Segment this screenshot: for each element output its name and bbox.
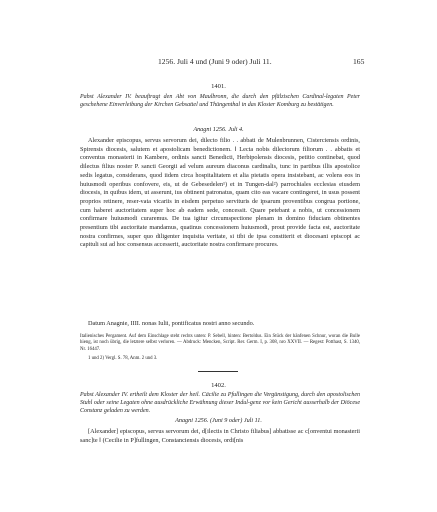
document-text-1402: [Alexander] episcopus, servus servorum dei, d[ilectis in Christo filiabus] abbatisse ac c[onventui monasterii sanc]te ‖ (Cecilie in P]fullingen, Constanciensis diocesis, ordi[nis <box>80 428 360 444</box>
page-number: 165 <box>353 57 365 66</box>
section-divider <box>198 371 238 372</box>
footnotes-1401: 1 und 2) Vergl. S. 78, Anm. 2 und 3. <box>88 356 158 361</box>
document-text-1401: Alexander episcopus, servus servorum dei, dilecto filio . . abbati de Mulenbrunnen, Cisterciensis ordinis, Spirensis diocesis, salutem et apostolicam benedictionem. ‖ Lecta nobis dilectorum filiorum . . abbatis et conventus monasterii in Kambere, ordinis sancti Benedicti, Herbipolensis diocesis, petitio continebat, quod dilectus filius noster P. sancti Georgii ad velum aureum diaconus cardinalis, tunc in partibus illis apostolice sedis legatus, considerans, quod iidem circa hospitalitatem et alia pietatis opera insistebant, ac volens eos in huiusmodi operibus confovere, eis, ut de Gebesedelen¹) et in Tungen-dal²) parrochiales ecclesias eiusdem diocesis, in quibus idem, ut asserunt, ius obtinent patronatus, quam cito eas vacare contingeret, in usus possent proprios retinere, reser-vata vicariis in eisdem perpetuo servituris de ipsarum proventibus congrua portione, cum haberet auctoritatem super hoc ab eadem sede, concessit. Quare petebant a nobis, ut concessionem confirmare huiusmodi curaremus. De tua igitur circumspectione plenam in domino fiduciam obtinentes presentium tibi auctoritate mandamus, quatinus concessionem huiusmodi, prout provide facta est, auctoritate nostra confirmes, super quo diligenter inquisita veritate, si tibi de ipsa constiterit et diocesani episcopi ac capituli sui ad hoc consensus accesserit, auctoritate nostra confirmare procures. <box>80 137 360 249</box>
document-date-1402: Anagni 1256. (Juni 9 oder) Juli 11. <box>175 417 262 424</box>
document-date-1401: Anagni 1256. Juli 4. <box>193 126 244 133</box>
document-number-1401: 1401. <box>211 83 226 90</box>
document-summary-1402: Pabst Alexander IV. ertheilt dem Kloster der heil. Cäcilie zu Pfullingen die Vergünstigung, durch den apostolischen Stuhl oder seine Legaten ohne ausdrückliche Erwähnung dieser Indul-genz vor kein Gericht ausserhalb der Diöcese Constanz geladen zu werden. <box>80 392 360 415</box>
document-notes-1401: Italienisches Pergament. Auf dem Einschlage steht rechts unten: P. Sebell, hinten: Bertoldus. Ein Stück der hänfenen Schnur, woran die Bulle hieng, ist noch übrig, die letztere selbst verloren. — Abdruck: Mencken, Script. Rer. Germ. I, p. 308, nro XXVII. — Regest: Potthast, S. 1340, Nr. 16447. <box>80 334 360 352</box>
document-summary-1401: Pabst Alexander IV. beauftragt den Abt von Maulbronn, die durch den pfälzischen Cardinal-legaten Peter geschehene Einverleibung der Kirchen Gebsattel und Thüngenthal in das Kloster Komburg zu bestätigen. <box>80 94 360 109</box>
running-head-title: 1256. Juli 4 und (Juni 9 oder) Juli 11. <box>158 57 272 66</box>
document-number-1402: 1402. <box>211 382 226 389</box>
document-datum-1401: Datum Anagnie, IIII. nonas Iulii, pontificatus nostri anno secundo. <box>88 320 255 327</box>
